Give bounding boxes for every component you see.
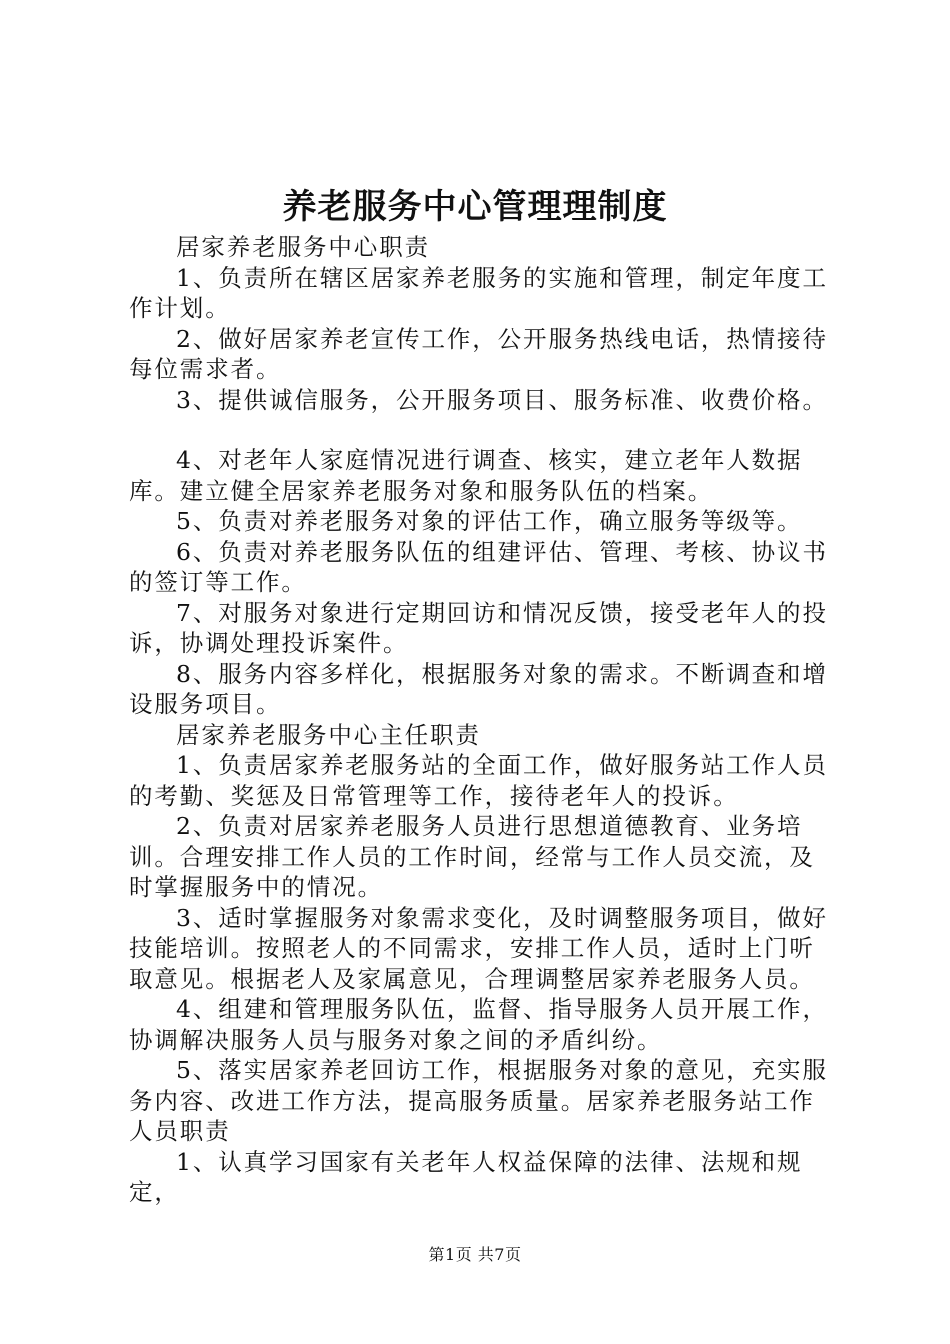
paragraph: 1、认真学习国家有关老年人权益保障的法律、法规和规定，	[129, 1147, 803, 1206]
paragraph: 1、负责居家养老服务站的全面工作，做好服务站工作人员的考勤、奖惩及日常管理等工作，接待老年人的投诉。	[129, 751, 828, 810]
paragraph: 3、提供诚信服务，公开服务项目、服务标准、收费价格。	[176, 385, 828, 414]
page-footer: 第1页 共7页	[428, 1245, 522, 1264]
section-heading: 居家养老服务中心职责	[176, 233, 430, 261]
paragraph: 5、落实居家养老回访工作，根据服务对象的意见，充实服务内容、改进工作方法，提高服务质量。居家养老服务站工作人员职责	[129, 1056, 828, 1145]
section-heading: 居家养老服务中心主任职责	[176, 720, 481, 749]
document-body	[129, 232, 829, 1208]
paragraph: 4、对老年人家庭情况进行调查、核实，建立老年人数据库。建立健全居家养老服务对象和服务队伍的档案。	[129, 446, 803, 505]
paragraph: 5、负责对养老服务对象的评估工作，确立服务等级等。	[176, 507, 803, 535]
paragraph: 2、做好居家养老宣传工作，公开服务热线电话，热情接待每位需求者。	[129, 324, 828, 383]
paragraph: 1、负责所在辖区居家养老服务的实施和管理，制定年度工作计划。	[129, 263, 828, 322]
paragraph: 2、负责对居家养老服务人员进行思想道德教育、业务培训。合理安排工作人员的工作时间，经常与工作人员交流，及时掌握服务中的情况。	[129, 812, 815, 901]
paragraph: 4、组建和管理服务队伍，监督、指导服务人员开展工作，协调解决服务人员与服务对象之间的矛盾纠纷。	[129, 995, 828, 1054]
paragraph: 7、对服务对象进行定期回访和情况反馈，接受老年人的投诉，协调处理投诉案件。	[129, 598, 828, 657]
paragraph: 8、服务内容多样化，根据服务对象的需求。不断调查和增设服务项目。	[129, 659, 828, 718]
paragraph: 3、适时掌握服务对象需求变化，及时调整服务项目，做好技能培训。按照老人的不同需求，安排工作人员，适时上门听取意见。根据老人及家属意见，合理调整居家养老服务人员。	[129, 903, 828, 993]
paragraph: 6、负责对养老服务队伍的组建评估、管理、考核、协议书的签订等工作。	[129, 537, 828, 596]
document-title: 养老服务中心管理理制度	[282, 187, 668, 227]
